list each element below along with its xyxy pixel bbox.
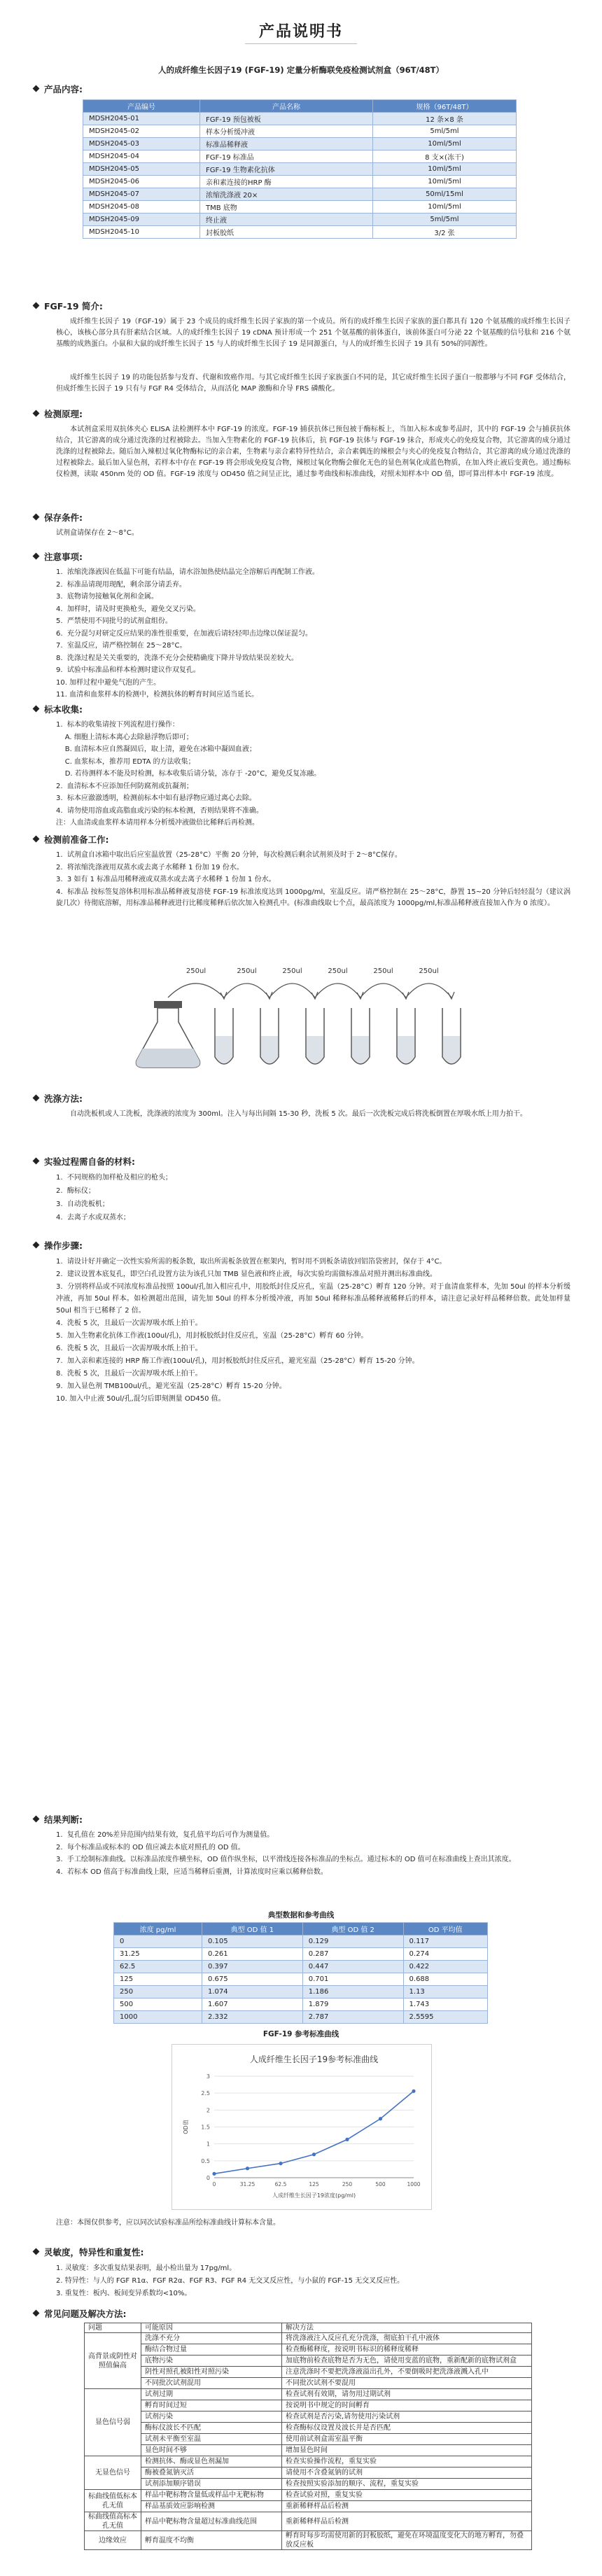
list-item: 3. 3 如有 1 标准品用稀释液或双蒸水或去离子水稀释 1 份加 1 份水。: [56, 876, 276, 883]
table-row: [114, 1948, 488, 1961]
list-item: 3. 标本应澈澈透明，检测前标本中如有悬浮物应通过离心去除。: [56, 794, 256, 802]
title-divider: [245, 43, 357, 44]
doc-subtitle: 人的成纤维生长因子19 (FGF-19) 定量分析酶联免疫检测试剂盒（96T/48T）: [158, 65, 444, 75]
table-row: [85, 2400, 532, 2412]
table-row: [85, 2389, 532, 2400]
table-header-cell: 可能原因: [141, 2323, 282, 2333]
table-cell: 8 支×(冻干): [373, 150, 517, 163]
data-table-caption: 典型数据和参考曲线: [267, 1911, 335, 1919]
list-item: 7. 加入亲和素连接的 HRP 酶工作液(100ul/孔)，用封板胶纸封住反应孔，避光室温（25-28°C）孵育 15-20 分钟。: [56, 1357, 419, 1365]
tube-liquid: [398, 1036, 414, 1063]
table-cell: 封板胶纸: [200, 226, 373, 239]
intro-paragraph-1: 成纤维生长因子 19（FGF-19）属于 23 个成员的成纤维生长因子家族的第一个成员。所有的成纤维生长因子家族的蛋白都具有 120 个氨基酸的成纤维生长因子核心，该核心部分具有肝素结合区域。人的成纤维生长因子 19 cDNA 预计形成一个 251 个氨基酸的前体蛋白，该前体蛋白可分泌 22 个氨基酸的信号肽和 216 个氨基酸的成熟蛋白。小鼠和大鼠的成纤维生长因子 15 与人的成纤维生长因子 19 是同源蛋白，与人的成纤维生长因子 19 具有 50%的同源性。: [56, 318, 570, 348]
data-point: [279, 2162, 282, 2165]
table-cell: 标准品稀释液: [200, 138, 373, 150]
table-cell: 250: [114, 1986, 202, 1998]
faq-solution-cell: 检查按照实验添加的顺序、流程，重复实验: [282, 2479, 532, 2490]
y-tick-label: 1: [206, 2141, 210, 2148]
transfer-volume-label: 250ul: [419, 967, 439, 975]
transfer-arrow: [270, 983, 315, 997]
list-item: 3. 底物请勿接触氧化剂和金属。: [56, 593, 158, 601]
table-row: [83, 163, 517, 176]
faq-problem-cell: 显色信号弱: [85, 2389, 141, 2456]
table-row: [83, 188, 517, 201]
doc-title: 产品说明书: [258, 23, 343, 41]
faq-cause-cell: 样品中靶标物含量超过标准曲线范围: [141, 2512, 282, 2531]
table-cell: 1.607: [202, 1998, 302, 2011]
table-row: [85, 2512, 532, 2531]
faq-solution-cell: 重新稀释样品后检测: [282, 2501, 532, 2512]
list-item: 3. 手工绘制标准曲线。以标准品浓度作横坐标，OD 值作纵坐标，以平滑线连接各标准品的坐标点。通过标本的 OD 值可在标准曲线上查出其浓度。: [56, 1856, 516, 1863]
table-cell: MDSH2045-10: [83, 226, 200, 239]
transfer-arrow: [224, 983, 270, 997]
list-item: B. 血清标本应自然凝固后，取上清，避免在冰箱中凝固血液；: [56, 746, 256, 753]
table-cell: 3/2 张: [373, 226, 517, 239]
faq-cause-cell: 底物污染: [141, 2356, 282, 2367]
faq-problem-cell: 高背景或阴性对照值偏高: [85, 2333, 141, 2389]
table-header-cell: OD 平均值: [403, 1923, 487, 1935]
table-cell: 125: [114, 1973, 202, 1986]
table-cell: 1.743: [403, 1998, 487, 2011]
table-row: [85, 2479, 532, 2490]
wash-text: 自动洗板机或人工洗板，洗涤液的浓度为 300ml。注入与每出间隔 15-30 秒，洗板 5 次。最后一次洗板完成后将洗板倒置在厚吸水纸上用力拍干。: [70, 1110, 527, 1118]
list-item: 1. 请设计好并确定一次性实验所需的板条数，取出所需板条放置在框架内，暂时用不到板条请放回铝箔袋密封，保存于 4°C。: [56, 1258, 447, 1266]
table-cell: 2.332: [202, 2011, 302, 2024]
tube-liquid: [307, 1036, 323, 1063]
faq-cause-cell: 试剂未平衡至室温: [141, 2434, 282, 2445]
faq-cause-cell: 样品中靶标物含量低或样品中无靶标物: [141, 2490, 282, 2501]
list-item: 1. 浓缩洗涤液因在低温下可能有结晶，请水浴加热使结晶完全溶解后再配制工作液。: [56, 568, 319, 576]
table-cell: 1.074: [202, 1986, 302, 1998]
list-item: 1. 灵敏度：多次重复结果表明，最小检出量为 17pg/ml。: [56, 2264, 237, 2272]
list-item: 4. 洗板 5 次，且最后一次需厚吸水纸上拍干。: [56, 1320, 202, 1327]
table-row: [85, 2468, 532, 2479]
faq-solution-cell: 检查试剂是否污染,请勿使用污染试剂: [282, 2412, 532, 2423]
table-cell: MDSH2045-01: [83, 113, 200, 125]
diamond-bullet-icon: [33, 514, 40, 521]
table-cell: 10ml/5ml: [373, 138, 517, 150]
notes-list: [56, 567, 570, 702]
list-item: 4. 去离子水或双蒸水；: [56, 1214, 130, 1222]
y-tick-label: 3: [206, 2073, 210, 2080]
table-row: [85, 2378, 532, 2389]
table-header-cell: 规格（96T/48T）: [373, 100, 517, 113]
table-header-cell: 产品名称: [200, 100, 373, 113]
table-cell: MDSH2045-02: [83, 125, 200, 138]
table-row: [83, 214, 517, 226]
table-cell: 样本分析缓冲液: [200, 125, 373, 138]
table-cell: 0.287: [302, 1948, 403, 1961]
serial-dilution-diagram: [126, 931, 490, 1071]
faq-cause-cell: 孵育温度不均衡: [141, 2531, 282, 2550]
faq-solution-cell: 按说明书中规定的时间孵育: [282, 2400, 532, 2412]
list-item: 11. 血清和血浆样本的检测中，检测抗体的孵育时间应适当延长。: [56, 691, 259, 699]
faq-solution-cell: 检查试剂有效期，请勿用过期试剂: [282, 2389, 532, 2400]
list-item: 5. 严禁使用不同批号的试剂盒组份。: [56, 617, 172, 625]
table-cell: 1.186: [302, 1986, 403, 1998]
table-cell: 1000: [114, 2011, 202, 2024]
diamond-bullet-icon: [33, 1816, 40, 1823]
table-header-cell: 浓度 pg/ml: [114, 1923, 202, 1935]
faq-cause-cell: 显色时间不够: [141, 2445, 282, 2456]
list-item: 2. 将浓缩洗涤液用双蒸水或去离子水稀释 1 份加 19 份水。: [56, 863, 244, 872]
table-row: [85, 2445, 532, 2456]
table-cell: 31.25: [114, 1948, 202, 1961]
table-cell: MDSH2045-07: [83, 188, 200, 201]
table-header-cell: 典型 OD 值 2: [302, 1923, 403, 1935]
table-row: [83, 113, 517, 125]
flask-liquid: [136, 1049, 200, 1068]
sample-list: [56, 720, 570, 830]
faq-solution-cell: 不同批次试剂不要混用: [282, 2378, 532, 2389]
section-heading-sample: 标本收集:: [34, 703, 83, 715]
prep-list: [56, 850, 570, 911]
table-row: [83, 226, 517, 239]
data-point: [212, 2172, 216, 2176]
table-cell: 500: [114, 1998, 202, 2011]
faq-solution-cell: 增加显色时间: [282, 2445, 532, 2456]
diamond-bullet-icon: [33, 1095, 40, 1102]
tube-liquid: [216, 1036, 232, 1063]
list-item: C. 血浆标本，推荐用 EDTA 的方法收集；: [56, 757, 195, 766]
typical-data-table: [113, 1922, 488, 2024]
table-row: [85, 2501, 532, 2512]
list-item: 7. 室温反应，请严格控制在 25～28°C。: [56, 642, 187, 650]
faq-cause-cell: 检测抗体、酶或显色剂漏加: [141, 2456, 282, 2468]
y-tick-label: 2.5: [201, 2090, 210, 2097]
list-item: 9. 试验中标准品和样本检测时建议作双复孔。: [56, 666, 200, 674]
faq-cause-cell: 酶标仪波长不匹配: [141, 2423, 282, 2434]
table-cell: MDSH2045-03: [83, 138, 200, 150]
list-item: 10. 加样过程中避免气泡的产生。: [56, 678, 161, 687]
faq-problem-cell: 标曲线值高标本孔无值: [85, 2512, 141, 2531]
section-heading-notes: 注意事项:: [34, 550, 83, 563]
standard-curve-svg: [172, 2045, 431, 2209]
faq-solution-cell: 请使用不含叠氮钠的试剂: [282, 2468, 532, 2479]
table-cell: 1.879: [302, 1998, 403, 2011]
flask-cap: [154, 1001, 182, 1008]
tube-liquid: [443, 1036, 460, 1063]
list-item: D. 若待测样本不能及时检测，标本收集后请分装，冻存于 -20°C，避免反复冻融。: [56, 770, 321, 778]
list-item: 4. 请勿使用溶血或高脂血或污染的标本检测，否则结果将不准确。: [56, 806, 263, 815]
x-tick-label: 62.5: [274, 2181, 287, 2188]
table-row: [85, 2412, 532, 2423]
table-cell: FGF-19 标准品: [200, 150, 373, 163]
materials-list: [56, 1172, 570, 1225]
table-row: [83, 150, 517, 163]
list-item: 4. 加样时，请及时更换枪头，避免交叉污染。: [56, 605, 200, 613]
transfer-volume-label: 250ul: [237, 967, 257, 975]
list-item: 4. 标准品 按标签复溶体积用标准品稀释液复溶使 FGF-19 标准浓度达到 1000pg/ml，室温反应。请严格控制在 25～28°C，静置 15~20 分钟后轻轻混匀（建议涡旋几次）待彻底溶解，用标准品稀释液进行比稀度稀释后依次加入检测孔中。(标准曲线取七个点，最高浓度为 1000pg/ml,标准品稀释液直接加入作为 0 浓度）。: [56, 888, 570, 907]
diamond-bullet-icon: [33, 836, 40, 843]
transfer-arrow: [168, 983, 224, 997]
table-row: [85, 2367, 532, 2378]
faq-cause-cell: 样品基质效应影响检测: [141, 2501, 282, 2512]
table-cell: MDSH2045-06: [83, 176, 200, 188]
table-cell: 10ml/5ml: [373, 176, 517, 188]
table-cell: 0.117: [403, 1935, 487, 1948]
list-item: 1. 复孔值在 20%差异范围内结果有效，复孔值平均后可作为测量值。: [56, 1831, 274, 1839]
faq-solution-cell: 检查酶稀释度，按说明书标识的稀释度稀释: [282, 2344, 532, 2356]
faq-cause-cell: 洗涤不充分: [141, 2333, 282, 2344]
section-heading-principle: 检测原理:: [34, 407, 83, 420]
faq-table: [84, 2323, 532, 2550]
table-row: [83, 125, 517, 138]
table-cell: 62.5: [114, 1961, 202, 1973]
table-cell: FGF-19 预包被板: [200, 113, 373, 125]
faq-cause-cell: 酶结合物过量: [141, 2344, 282, 2356]
faq-solution-cell: 将洗涤液注入反应孔充分洗涤，彻底拍干孔中液体: [282, 2333, 532, 2344]
steps-list: [56, 1256, 573, 1406]
list-item: A. 细胞上清标本离心去除悬浮物后即可；: [56, 733, 193, 741]
section-heading-intro: FGF-19 简介:: [34, 300, 103, 312]
transfer-volume-label: 250ul: [373, 967, 393, 975]
transfer-arrow: [315, 983, 360, 997]
table-row: [85, 2344, 532, 2356]
faq-solution-cell: 使用前试剂盒需室温平衡: [282, 2434, 532, 2445]
list-item: 注：人血清或血浆样本请用样本分析缓冲液做倍比稀释后再检测。: [56, 819, 259, 827]
transfer-volume-label: 250ul: [282, 967, 302, 975]
x-tick-label: 31.25: [239, 2181, 255, 2188]
faq-cause-cell: 孵育时间过短: [141, 2400, 282, 2412]
y-tick-label: 2: [206, 2107, 210, 2114]
x-tick-label: 1000: [407, 2181, 421, 2188]
y-tick-label: 0.5: [201, 2157, 210, 2164]
transfer-arrow: [406, 983, 451, 997]
list-item: 2. 每个标准品或标本的 OD 值应减去本底对照孔的 OD 值。: [56, 1843, 245, 1851]
faq-problem-cell: 边缘效应: [85, 2531, 141, 2550]
faq-solution-cell: 检查试验对照，重复实验: [282, 2490, 532, 2501]
table-row: [114, 1973, 488, 1986]
table-row: [114, 1998, 488, 2011]
series-line: [214, 2091, 414, 2174]
x-tick-label: 500: [375, 2181, 386, 2188]
x-tick-label: 125: [309, 2181, 319, 2188]
results-note: 注意：本图仅供参考，应以同次试验标准品所绘标准曲线计算标本含量。: [56, 2219, 280, 2227]
table-cell: 浓缩洗涤液 20×: [200, 188, 373, 201]
table-cell: 0: [114, 1935, 202, 1948]
table-cell: TMB 底物: [200, 201, 373, 214]
list-item: 3. 重复性：板内、板间变异系数均<10%。: [56, 2290, 192, 2297]
section-heading-prep: 检测前准备工作:: [34, 833, 109, 846]
list-item: 1. 标本的收集请按下列流程进行操作：: [56, 721, 179, 729]
faq-solution-cell: 加底物前检查底物是否为无色，请使用变蓝的底物，重新配新的底物试剂盒: [282, 2356, 532, 2367]
list-item: 10. 加入中止液 50ul/孔,混匀后即刻测量 OD450 值。: [56, 1395, 225, 1403]
faq-problem-cell: 标曲线值低标本孔无值: [85, 2490, 141, 2512]
faq-solution-cell: 检查酶标仪设置及波长并是否匹配: [282, 2423, 532, 2434]
table-row: [85, 2531, 532, 2550]
data-point: [412, 2090, 415, 2093]
table-row: [114, 1986, 488, 1998]
table-cell: 0.105: [202, 1935, 302, 1948]
list-item: 9. 加入显色剂 TMB100ul/孔，避光室温（25-28°C）孵育 15-20 分钟。: [56, 1382, 286, 1390]
y-tick-label: 1.5: [201, 2124, 210, 2131]
table-cell: 终止液: [200, 214, 373, 226]
table-cell: MDSH2045-05: [83, 163, 200, 176]
data-point: [246, 2166, 249, 2170]
table-row: [114, 2011, 488, 2024]
diamond-bullet-icon: [33, 85, 40, 92]
storage-text: 试剂盒请保存在 2～8°C。: [56, 529, 139, 537]
table-cell: 5ml/5ml: [373, 214, 517, 226]
table-cell: 10ml/5ml: [373, 201, 517, 214]
table-row: [85, 2490, 532, 2501]
table-cell: 0.701: [302, 1973, 403, 1986]
table-row: [85, 2333, 532, 2344]
faq-cause-cell: 酶被叠氮钠灭活: [141, 2468, 282, 2479]
table-cell: MDSH2045-04: [83, 150, 200, 163]
section-heading-materials: 实验过程需自备的材料:: [34, 1155, 135, 1168]
diamond-bullet-icon: [33, 1242, 40, 1249]
faq-solution-cell: 重新稀释样品后检测: [282, 2512, 532, 2531]
list-item: 2. 血清标本不应添加任何防腐剂或抗凝剂；: [56, 782, 193, 790]
diamond-bullet-icon: [33, 2248, 40, 2255]
section-heading-steps: 操作步骤:: [34, 1239, 83, 1252]
table-cell: 0.447: [302, 1961, 403, 1973]
list-item: 2. 标准品请现用现配，剩余部分请丢弃。: [56, 580, 186, 589]
table-row: [83, 138, 517, 150]
list-item: 2. 酶标仪；: [56, 1187, 95, 1195]
table-row: [85, 2434, 532, 2445]
list-item: 3. 自动洗板机；: [56, 1200, 109, 1208]
table-cell: 0.261: [202, 1948, 302, 1961]
table-cell: 0.422: [403, 1961, 487, 1973]
list-item: 1. 不同规格的加样枪及相应的枪头；: [56, 1174, 172, 1182]
transfer-volume-label: 250ul: [186, 967, 206, 975]
faq-cause-cell: 阴性对照孔被阳性对照污染: [141, 2367, 282, 2378]
section-heading-faq: 常见问题及解决方法:: [34, 2307, 127, 2320]
diamond-bullet-icon: [33, 706, 40, 713]
table-row: [85, 2423, 532, 2434]
arrowhead-icon: [448, 992, 454, 999]
list-item: 8. 洗板 5 次，且最后一次需厚吸水纸上拍干。: [56, 1370, 202, 1378]
table-cell: 2.787: [302, 2011, 403, 2024]
tube-liquid: [352, 1036, 369, 1063]
diamond-bullet-icon: [33, 410, 40, 417]
principle-paragraph: 本试剂盒采用双抗体夹心 ELISA 法检测样本中 FGF-19 的浓度。FGF-19 捕获抗体已预包被于酶标板上，当加入标本或参考品时，其中的 FGF-19 会与捕获抗体结合，其它游离的成分通过洗涤的过程被除去。当加入生物素化的 FGF-19 抗体后，抗 FGF-19 抗体与 FGF-19 抹合，形成夹心的免疫复合物，其它游离的成分通过洗涤的过程被除去。随后加入辣根过氧化物酶标记的亲合素，生物素与亲合素特异性结合，亲合素偶连的辣根会与夹心的免疫复合物结合，其它游离的成分通过洗涤的过程被除去。最后加入显色剂，若样本中存在 FGF-19 将会形成免疫复合物，辣根过氧化物酶会催化无色的显色剂氧化成蓝色物质，在加入终止液后变黄色。通过酶标仪检测，读取 450nm 处的 OD 值。FGF-19 浓度与 OD450 值之间呈正比，通过参考曲线和标准曲线，对照未知样本中 OD 值，即可算出样本中 FGF-19 浓度。: [56, 426, 570, 478]
table-cell: 2.5595: [403, 2011, 487, 2024]
table-cell: 1.13: [403, 1986, 487, 1998]
list-item: 2. 建议设置本底复孔，即空白孔设置方法为该孔只加 TMB 显色液和终止液，每次实验均需做标准品对照并测出标准曲线。: [56, 1270, 437, 1278]
table-row: [85, 2356, 532, 2367]
x-tick-label: 250: [342, 2181, 353, 2188]
section-heading-contents: 产品内容:: [34, 83, 83, 95]
diamond-bullet-icon: [33, 302, 40, 309]
faq-solution-cell: 孵育时每步均需使用新的封板胶纸，避免在环境温度变化大的地方孵育，勿叠放反应板: [282, 2531, 532, 2550]
table-row: [114, 1961, 488, 1973]
section-heading-storage: 保存条件:: [34, 511, 83, 524]
chart-title: 人成纤维生长因子19参考标准曲线: [249, 2054, 379, 2064]
table-cell: 0.274: [403, 1948, 487, 1961]
data-point: [379, 2117, 382, 2120]
table-cell: MDSH2045-08: [83, 201, 200, 214]
standard-curve-chart: [172, 2044, 432, 2210]
faq-cause-cell: 试剂过期: [141, 2389, 282, 2400]
list-item: 6. 充分混匀对研定反应结果的准性很重要，在加液后请轻轻叩击边缘以保证混匀。: [56, 629, 312, 638]
list-item: 4. 若标本 OD 值高于标准曲线上限，应适当稀释后重测，计算浓度时应乘以稀释倍数。: [56, 1868, 328, 1876]
performance-list: [56, 2262, 570, 2300]
table-cell: 5ml/5ml: [373, 125, 517, 138]
table-cell: 50ml/15ml: [373, 188, 517, 201]
table-header-cell: 解决方法: [282, 2323, 532, 2333]
transfer-volume-label: 250ul: [328, 967, 348, 975]
transfer-arrow: [360, 983, 406, 997]
list-item: 1. 试剂盒自冰箱中取出后应室温放置（25-28°C）平衡 20 分钟，每次检测后剩余试剂须及时于 2～8°C保存。: [56, 851, 402, 859]
data-point: [312, 2152, 316, 2156]
y-axis-label: OD值: [183, 2120, 189, 2134]
list-item: 6. 洗板 5 次，且最后一次需厚吸水纸上拍干。: [56, 1345, 202, 1352]
table-row: [114, 1935, 488, 1948]
x-tick-label: 0: [212, 2181, 216, 2188]
table-cell: 亲和素连接的HRP 酶: [200, 176, 373, 188]
list-item: 2. 特异性：与人的 FGF R1α、FGF R2α、FGF R3、FGF R4 无交叉反应性，与小鼠的 FGF-15 无交叉反应性。: [56, 2277, 405, 2285]
faq-cause-cell: 试剂污染: [141, 2412, 282, 2423]
list-item: 5. 加入生物素化抗体工作液(100ul/孔)，用封板胶纸封住反应孔，室温（25-28°C）孵育 60 分钟。: [56, 1332, 368, 1340]
faq-solution-cell: 注意洗涤时不要把洗涤液溢出孔外，不要倒吸时把洗涤液溅入孔中: [282, 2367, 532, 2378]
list-item: 8. 洗涤过程是关关重要的，洗涤不充分会使精确度下降并导致结果误差较大。: [56, 654, 298, 662]
tube-liquid: [261, 1036, 278, 1063]
diamond-bullet-icon: [33, 1158, 40, 1165]
table-row: [83, 176, 517, 188]
faq-cause-cell: 试剂添加顺序错误: [141, 2479, 282, 2490]
table-cell: MDSH2045-09: [83, 214, 200, 226]
table-cell: FGF-19 生物素化抗体: [200, 163, 373, 176]
table-cell: 0.129: [302, 1935, 403, 1948]
y-tick-label: 0: [206, 2175, 210, 2181]
table-cell: 0.688: [403, 1973, 487, 1986]
x-axis-label: 人成纤维生长因子19浓度(pg/ml): [272, 2192, 356, 2199]
section-heading-results: 结果判断:: [34, 1813, 83, 1826]
diamond-bullet-icon: [33, 553, 40, 560]
table-cell: 0.675: [202, 1973, 302, 1986]
section-heading-wash: 洗涤方法:: [34, 1092, 83, 1105]
intro-paragraph-2: 成纤维生长因子 19 的功能包括参与发育、代谢和致癌作用。与其它成纤维生长因子家族蛋白不同的是，其它成纤维生长因子蛋白一般都够与不同 FGF 受体结合，但成纤维生长因子 19 只有与 FGF R4 受体结合，从而活化 MAP 激酶和介导 FRS 磷酸化。: [56, 374, 570, 393]
faq-problem-cell: 无显色信号: [85, 2456, 141, 2490]
faq-solution-cell: 检查实验操作流程，重复实验: [282, 2456, 532, 2468]
table-cell: 10ml/5ml: [373, 163, 517, 176]
table-cell: 12 条×8 条: [373, 113, 517, 125]
table-header-cell: 问题: [85, 2323, 141, 2333]
list-item: 3. 分别将样品或不同浓度标准品按照 100ul/孔加入相应孔中，用胶纸封住反应孔，室温（25-28°C）孵育 120 分钟。对于血清血浆样本，先加 50ul 的样本分析缓冲液，再加 50ul 样本。如检测超出范围，请先加 50ul 的样本分析缓冲液，再加 50ul 稀释标准品稀释液稀释后的样本，请注意记录好样品稀释倍数。此处加样量 50ul 相当于已稀释了 2 倍。: [56, 1283, 573, 1315]
section-heading-performance: 灵敏度，特异性和重复性:: [34, 2246, 144, 2258]
table-header-cell: 典型 OD 值 1: [202, 1923, 302, 1935]
table-cell: 0.397: [202, 1961, 302, 1973]
results-list: [56, 1830, 570, 1879]
table-header-cell: 产品编号: [83, 100, 200, 113]
contents-table: [83, 99, 517, 239]
diamond-bullet-icon: [33, 2310, 40, 2317]
faq-cause-cell: 不同批次试剂混用: [141, 2378, 282, 2389]
data-point: [345, 2138, 349, 2141]
table-row: [85, 2456, 532, 2468]
curve-caption: FGF-19 参考标准曲线: [262, 2030, 340, 2038]
table-row: [83, 201, 517, 214]
